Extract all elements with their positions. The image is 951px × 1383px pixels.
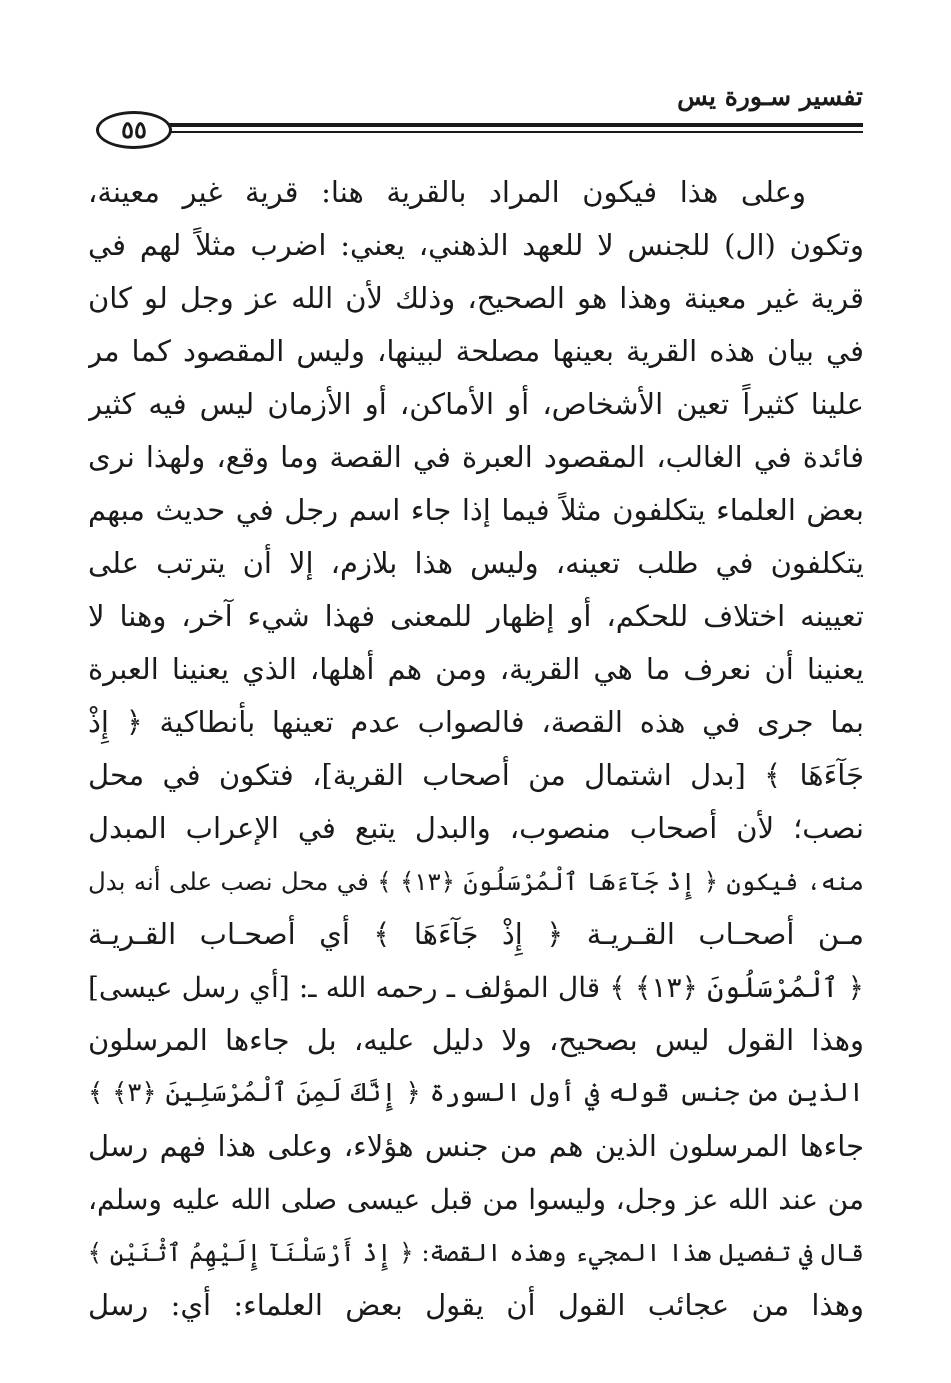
text-line: بما جرى في هذه القصة، فالصواب عدم تعينها بأنطاكية ﴿ إِذْ <box>88 705 864 739</box>
text-line: في بيان هذه القرية بعينها مصلحة لبينها، وليس المقصود كما مر <box>88 334 864 368</box>
text-line: وهذا من عجائب القول أن يقول بعض العلماء: أي: رسل <box>88 1288 864 1322</box>
text-line: نصب؛ لأن أصحاب منصوب، والبدل يتبع في الإعراب المبدل <box>88 811 864 845</box>
text-line: تعيينه اختلاف للحكم، أو إظهار للمعنى فهذا شيء آخر، وهنا لا <box>88 599 864 633</box>
header-rule-thin <box>168 131 863 133</box>
text-line: قرية غير معينة وهذا هو الصحيح، وذلك لأن الله عز وجل لو كان <box>88 281 864 315</box>
text-line: الذين من جنس قوله في أول السورة ﴿ إِنَّكَ لَمِنَ ٱلْمُرْسَلِينَ ﴿٣﴾ ﴾ <box>88 1078 864 1108</box>
text-line: ﴿ ٱلْمُرْسَلُونَ ﴿١٣﴾ ﴾ قال المؤلف ـ رحمه الله ـ: [أي رسل عيسى] <box>88 971 864 1004</box>
text-line: جاءها المرسلون الذين هم من جنس هؤلاء، وعلى هذا فهم رسل <box>88 1129 864 1163</box>
text-line: جَآءَهَا ﴾ [بدل اشتمال من أصحاب القرية]، فتكون في محل <box>88 758 864 792</box>
text-line: منه، فيكون ﴿ إِذْ جَآءَهَا ٱلْمُرْسَلُونَ ﴿١٣﴾ ﴾ في محل نصب على أنه بدل <box>88 867 864 896</box>
text-line: فائدة في الغالب، المقصود العبرة في القصة وما وقع، ولهذا نرى <box>88 440 864 474</box>
text-line: مـن أصحـاب القـريـة ﴿ إِذْ جَآءَهَا ﴾ أي أصحـاب القـريـة <box>88 917 864 951</box>
text-line: يعنينا أن نعرف ما هي القرية، ومن هم أهلها، الذي يعنينا العبرة <box>88 652 864 686</box>
text-line: وتكون (ال) للجنس لا للعهد الذهني، يعني: اضرب مثلاً لهم في <box>88 228 864 262</box>
text-line: علينا كثيراً تعين الأشخاص، أو الأماكن، أو الأزمان ليس فيه كثير <box>88 387 864 421</box>
page-number: ٥٥ <box>121 115 147 144</box>
body-text <box>88 166 864 1332</box>
text-line: من عند الله عز وجل، وليسوا من قبل عيسى صلى الله عليه وسلم، <box>88 1183 864 1216</box>
text-line: يتكلفون في طلب تعينه، وليس هذا بلازم، إلا أن يترتب على <box>88 546 864 580</box>
text-line: بعض العلماء يتكلفون مثلاً فيما إذا جاء اسم رجل في حديث مبهم <box>88 493 864 527</box>
page-number-badge <box>96 111 172 149</box>
text-line: قال في تفصيل هذا المجيء وهذه القصة: ﴿ إِذْ أَرْسَلْنَآ إِلَيْهِمُ ٱثْنَيْنِ ﴾ <box>88 1238 864 1267</box>
text-line: وعلى هذا فيكون المراد بالقرية هنا: قرية غير معينة، <box>88 175 806 209</box>
running-title: تفسير سـورة يس <box>677 82 863 111</box>
header-rule-thick <box>168 123 863 127</box>
text-line: وهذا القول ليس بصحيح، ولا دليل عليه، بل جاءها المرسلون <box>88 1023 864 1057</box>
